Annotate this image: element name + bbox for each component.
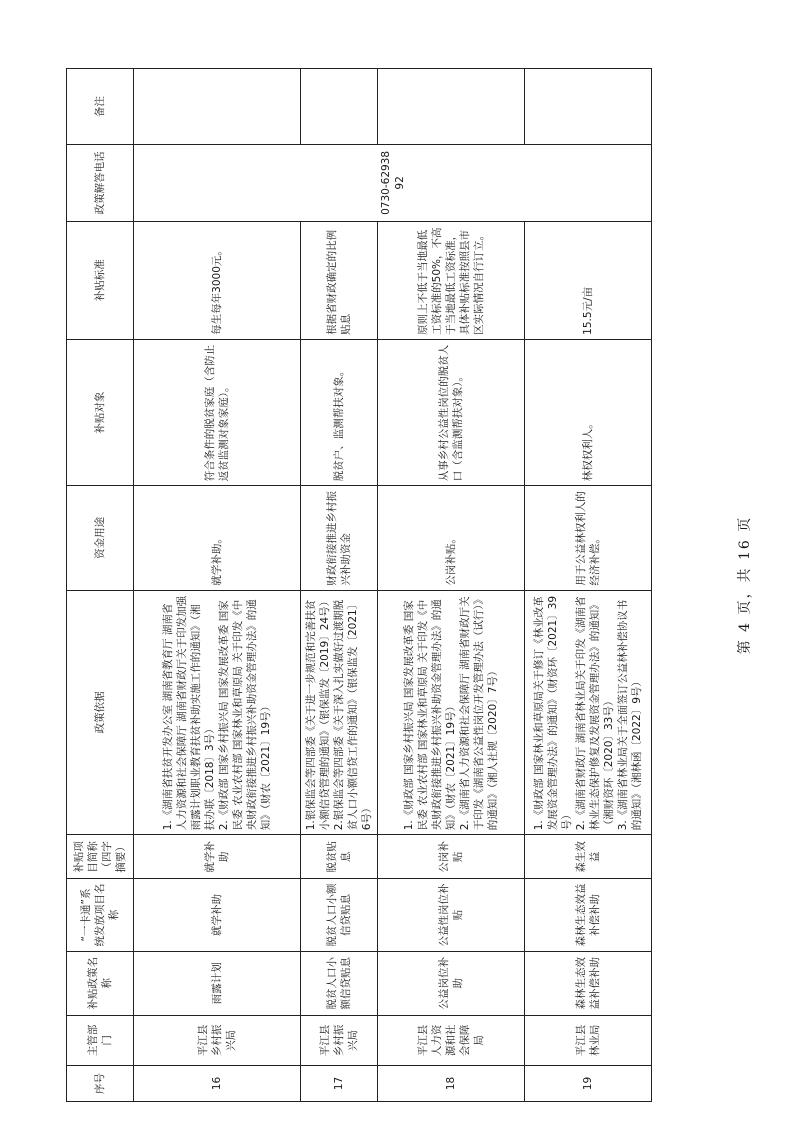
cell-remark — [378, 69, 525, 145]
cell-sys: 脱贫人口小额信贷贴息 — [301, 879, 378, 951]
header-target: 补贴对象 — [67, 339, 134, 485]
header-remark: 备注 — [67, 69, 134, 145]
cell-basis: 1.《财政部 国家林业和草原局关于修订《林业改革发展资金管理办法》的通知》（财资环〔2021〕39号） 2.《湖南省财政厅 湖南省林业局关于印发《湖南省林业生态保护修复及发展资金管理办法》的通知》（湘财资环〔2020〕33号） 3.《湖南省林业局关于全面签订公益林补偿协议书的通知》（湘林函〔2022〕9号） — [525, 590, 652, 835]
table-row — [525, 69, 652, 1102]
cell-sys: 就学补助 — [134, 879, 301, 951]
cell-sys: 森林生态效益补偿补助 — [525, 879, 652, 951]
cell-name: 公益岗位补助 — [378, 951, 525, 1015]
table-row — [378, 69, 525, 1102]
table-row — [301, 69, 378, 1102]
cell-name: 森林生态效益补偿补助 — [525, 951, 652, 1015]
cell-seq: 17 — [301, 1065, 378, 1101]
header-seq: 序号 — [67, 1065, 134, 1101]
cell-remark — [134, 69, 301, 145]
cell-basis: 1.银保监会等四部委《关于进一步规范和完善扶贫小额信贷管理的通知》（银保监发〔2019〕24号） 2.银保监会等四部委《关于深入扎实做好过渡期脱贫人口小额信贷工作的通知》（银保监发〔2021〕6号） — [301, 590, 378, 835]
cell-dept: 平江县乡村振兴局 — [301, 1015, 378, 1065]
header-dept: 主管部门 — [67, 1015, 134, 1065]
header-sys: “一卡通”系统发放项目名称 — [67, 879, 134, 951]
cell-phone: 0730-6293892 — [134, 145, 652, 221]
cell-seq: 16 — [134, 1065, 301, 1101]
cell-seq: 18 — [378, 1065, 525, 1101]
cell-seq: 19 — [525, 1065, 652, 1101]
cell-abbr: 森生效益 — [525, 835, 652, 879]
cell-standard: 每生每年3000元。 — [134, 221, 301, 339]
cell-basis: 1.《财政部 国家乡村振兴局 国家发展改革委 国家民委 农业农村部 国家林业和草原局 关于印发《中央财政衔接推进乡村振兴补助资金管理办法》的通知》（财农〔2021〕19号） 2.《湖南省人力资源和社会保障厅 湖南省财政厅关于印发《湖南省公益性岗位开发管理办法（试行）》的通知》（湘人社规〔2020〕7号） — [378, 590, 525, 835]
header-name: 补贴政策名称 — [67, 951, 134, 1015]
header-phone: 政策解答电话 — [67, 145, 134, 221]
table-row — [134, 69, 301, 1102]
header-abbr: 补贴项目简称（四字摘要） — [67, 835, 134, 879]
cell-abbr: 就学补助 — [134, 835, 301, 879]
cell-target: 从事乡村公益性岗位的脱贫人口（含监测帮扶对象）。 — [378, 339, 525, 485]
cell-use: 公岗补贴。 — [378, 486, 525, 590]
cell-dept: 平江县乡村振兴局 — [134, 1015, 301, 1065]
cell-name: 脱贫人口小额信贷贴息 — [301, 951, 378, 1015]
cell-standard: 15.5元/亩 — [525, 221, 652, 339]
cell-dept: 平江县人力资源和社会保障局 — [378, 1015, 525, 1065]
cell-target: 林权权利人。 — [525, 339, 652, 485]
cell-standard: 根据省财政确定的比例贴息 — [301, 221, 378, 339]
cell-dept: 平江县林业局 — [525, 1015, 652, 1065]
rotated-page — [66, 68, 784, 1102]
cell-abbr: 公岗补贴 — [378, 835, 525, 879]
cell-sys: 公益性岗位补贴 — [378, 879, 525, 951]
cell-name: 雨露计划 — [134, 951, 301, 1015]
page-number: 第 4 页，共 16 页 — [737, 515, 753, 655]
cell-target: 脱贫户、监测帮扶对象。 — [301, 339, 378, 485]
header-basis: 政策依据 — [67, 590, 134, 835]
cell-remark — [525, 69, 652, 145]
cell-use: 就学补助。 — [134, 486, 301, 590]
cell-use: 财政衔接推进乡村振兴补助资金 — [301, 486, 378, 590]
cell-remark — [301, 69, 378, 145]
cell-use: 用于公益林权利人的经济补偿。 — [525, 486, 652, 590]
subsidy-table — [66, 68, 652, 1102]
cell-target: 符合条件的脱贫家庭（含防止返贫监测对象家庭）。 — [134, 339, 301, 485]
cell-basis: 1.《湖南省扶贫开发办公室 湖南省教育厅 湖南省人力资源和社会保障厅 湖南省财政厅关于印发加强雨露计划职业教育扶贫补助实施工作的通知》（湘扶办联〔2018〕3号） 2.《财政部 国家乡村振兴局 国家发展改革委 国家民委 农业农村部 国家林业和草原局 关于印发《中央财政衔接推进乡村振兴补助资金管理办法》的通知》（财农〔2021〕19号） — [134, 590, 301, 835]
cell-abbr: 脱贫贴息 — [301, 835, 378, 879]
header-standard: 补贴标准 — [67, 221, 134, 339]
cell-standard: 原则上不低于当地最低工资标准的50%，不高于当地最低工资标准，具体补贴标准按照县市区实际情况自行订立。 — [378, 221, 525, 339]
header-use: 资金用途 — [67, 486, 134, 590]
header-row — [67, 69, 134, 1102]
